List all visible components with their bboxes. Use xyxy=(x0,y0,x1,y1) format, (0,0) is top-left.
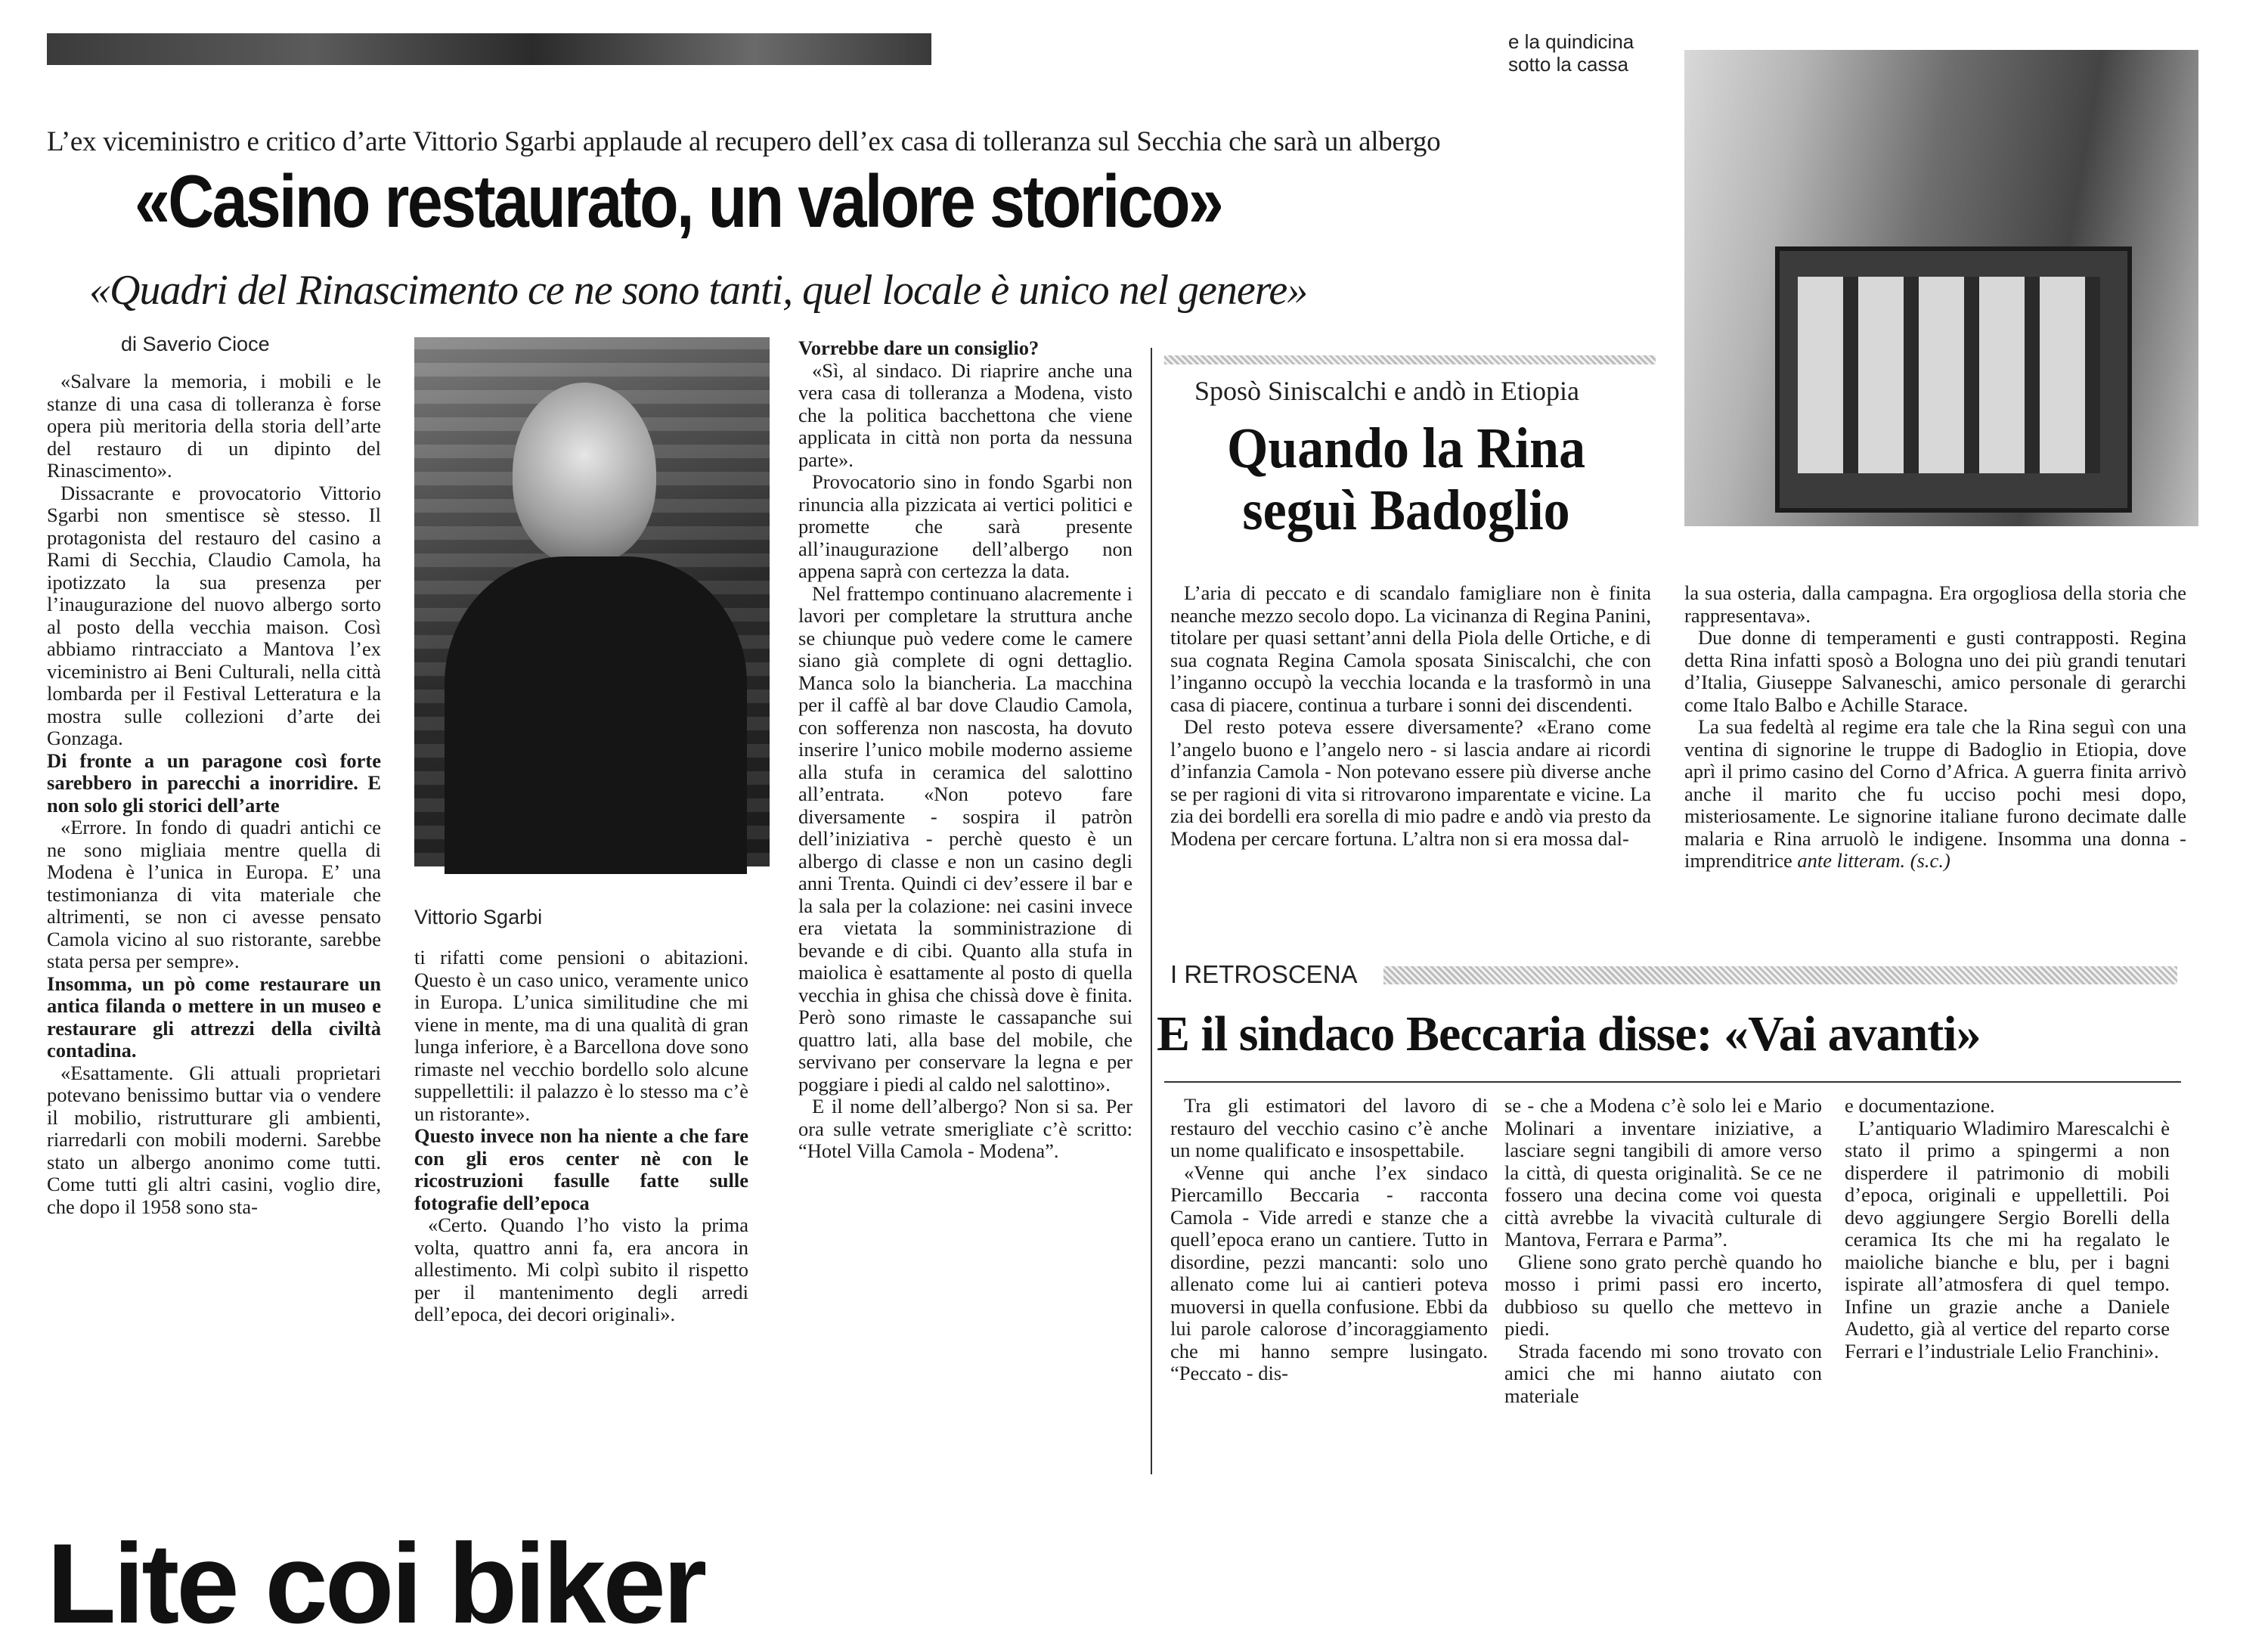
bottom-cropped-headline xyxy=(47,1505,1067,1647)
photo-face xyxy=(513,383,656,564)
col2-paragraph-2: «Certo. Quando l’ho visto la prima volta, quattro anni fa, era ancora in allestimento. Mi colpì subito il rispetto per il mantenimento degli arredi dell’epoca, dei decori originali». xyxy=(414,1214,748,1325)
retroscena-b-paragraph-3: Strada facendo mi sono trovato con amici che mi hanno aiutato con materiale xyxy=(1504,1339,1822,1407)
sidebar-kicker: Sposò Siniscalchi e andò in Etiopia xyxy=(1194,376,1579,406)
retroscena-column-b xyxy=(1504,1095,1822,1407)
sidebar-b-paragraph-2: Due donne di temperamenti e gusti contrapposti. Regina detta Rina infatti sposò a Bologna uno dei più grandi tenutari d’Italia, Giuseppe Salvaneschi, amico personale di gerarchi come Italo Balbo e Achille Starace. xyxy=(1684,626,2186,716)
ante-litteram: ante litteram. xyxy=(1797,849,1906,872)
photo-caption: Vittorio Sgarbi xyxy=(414,906,543,928)
retroscena-column-a xyxy=(1170,1095,1488,1385)
top-caption-line1: e la quindicina xyxy=(1508,30,1634,53)
sidebar-column-b xyxy=(1684,582,2186,873)
retroscena-hatch-bar xyxy=(1383,966,2177,984)
sidebar-a-paragraph-2: Del resto poteva essere diversamente? «Erano come l’angelo buono e l’angelo nero - si lascia andare ai ricordi d’infanzia Camola - Non potevano essere più diverse anche se per ragioni di vita si ritrovarono imparentate e vicine. La zia dei bordelli era sorella di mio padre e andò via presto da Modena per cercare fortuna. L’altra non si era mossa dal- xyxy=(1170,715,1651,850)
sidebar-headline-line1: Quando la Rina xyxy=(1226,417,1586,480)
col1-paragraph-3: «Errore. In fondo di quadri antichi ce ne sono migliaia mentre quella di Modena è l’unica in Europa. E’ una testimonianza di vita materiale che altrimenti, se non ci avesse pensato Camola vicino al suo ristorante, sarebbe stata persa per sempre». xyxy=(47,816,381,972)
byline: di Saverio Cioce xyxy=(121,333,270,355)
sidebar-headline xyxy=(1184,417,1629,541)
col3-paragraph-1: «Sì, al sindaco. Di riaprire anche una vera casa di tolleranza a Modena, visto che la politica bacchettona che viene applicata in città non porta da nessuna parte». xyxy=(798,358,1132,471)
sgarbi-photo xyxy=(414,337,770,866)
col2-question: Questo invece non ha niente a che fare con gli eros center nè con le ricostruzioni fasulle fatte sulle fotografie dell’epoca xyxy=(414,1124,748,1214)
signature: (s.c.) xyxy=(1910,849,1950,872)
col1-paragraph-2: Dissacrante e provocatorio Vittorio Sgarbi non smentisce sè stesso. Il protagonista del restauro del casino a Rami di Secchia, Claudio Camola, ha ipotizzato la sua presenza per l’inaugurazione del nuovo albergo sorto al posto della vecchia maison. Così abbiamo rintracciato a Mantova l’ex viceministro ai Beni Culturali, nella città lombarda per il Festival Letteratura e la mostra sulle collezioni d’arte dei Gonzaga. xyxy=(47,481,381,749)
col3-paragraph-2: Provocatorio sino in fondo Sgarbi non rinuncia alla pizzicata ai vertici politici e promette che sarà presente all’inaugurazione dell’albergo non appena saprà con certezza la data. xyxy=(798,470,1132,582)
article-kicker: L’ex viceministro e critico d’arte Vittorio Sgarbi applaude al recupero dell’ex casa di tolleranza sul Secchia che sarà un albergo xyxy=(47,126,1441,157)
main-column-3 xyxy=(798,337,1132,1163)
retroscena-b-paragraph-2: Gliene sono grato perchè quando ho mosso i primi passi ero incerto, dubbioso su quello che mettevo in piedi. xyxy=(1504,1250,1822,1340)
top-photo-strip xyxy=(47,33,931,65)
article-headline: «Casino restaurato, un valore storico» xyxy=(135,160,1222,243)
bottom-cropped-headline-text: Lite coi biker xyxy=(47,1520,705,1647)
retroscena-headline: E il sindaco Beccaria disse: «Vai avanti» xyxy=(1157,1006,1981,1062)
retroscena-column-c xyxy=(1845,1095,2170,1362)
retroscena-b-paragraph-1: se - che a Modena c’è solo lei e Mario Molinari a inventare iniziative, a lasciare segni tangibili di amore verso la città, di questa originalità. Se ce ne fossero una decina come voi questa città avrebbe la vivacità culturale di Mantova, Ferrara e Parma”. xyxy=(1504,1094,1822,1251)
article-subheadline: «Quadri del Rinascimento ce ne sono tanti, quel locale è unico nel genere» xyxy=(89,267,1308,314)
main-column-1 xyxy=(47,370,381,1218)
sidebar-a-paragraph-1: L’aria di peccato e di scandalo famigliare non è finita neanche mezzo secolo dopo. La vicinanza di Regina Panini, titolare per quasi settant’anni della Piola delle Ortiche, e di sua cognata Regina Camola sposata Siniscalchi, che con l’inganno occupò la vecchia locanda e la trasformò in una casa di piacere, continua a turbare i sonni dei discendenti. xyxy=(1170,581,1651,716)
col1-paragraph-4: «Esattamente. Gli attuali proprietari potevano benissimo buttar via o vendere il mobilio, ristrutturare gli ambienti, riarredarli con mobili moderni. Sarebbe stato un albergo anonimo come tutti. Come tutti gli altri casini, voglio dire, che dopo il 1958 sono sta- xyxy=(47,1061,381,1218)
sidebar-b-paragraph-1: la sua osteria, dalla campagna. Era orgogliosa della storia che rappresentava». xyxy=(1684,581,2186,627)
cabinet-photo xyxy=(1684,50,2198,526)
top-caption-line2: sotto la cassa xyxy=(1508,53,1628,76)
col3-question: Vorrebbe dare un consiglio? xyxy=(798,336,1040,359)
retroscena-c-paragraph-1: e documentazione. xyxy=(1845,1094,1995,1117)
cabinet-panels xyxy=(1798,277,2100,473)
col1-question-1: Di fronte a un paragone così forte sarebbero in parecchi a inorridire. E non solo gli storici dell’arte xyxy=(47,749,381,817)
col3-paragraph-4: E il nome dell’albergo? Non si sa. Per ora sulle vetrate smerigliate c’è scritto: “Hotel Villa Camola - Modena”. xyxy=(798,1095,1132,1162)
sidebar-headline-line2: seguì Badoglio xyxy=(1242,479,1570,542)
retroscena-a-paragraph-2: «Venne qui anche l’ex sindaco Piercamillo Beccaria - racconta Camola - Vide arredi e stanze che a quell’epoca erano un cantiere. Tutto in disordine, pezzi mancanti: solo uno allenato come lui ai cantieri poteva muoversi in quella confusione. Ebbi da lui parole calorose d’incoraggiamento che mi hanno sempre lusingato. “Peccato - dis- xyxy=(1170,1161,1488,1384)
retroscena-rule xyxy=(1164,1081,2181,1083)
sidebar-b-paragraph-3-text: La sua fedeltà al regime era tale che la Rina seguì con una ventina di signorine le truppe di Badoglio in Etiopia, dove aprì il primo casino del Corno d’Africa. A guerra finita arrivò anche il marito che fu ucciso pochi mesi dopo, misteriosamente. Le signorine italiane furono decimate dalle malaria e Rina arruolò le indigene. Insomma una donna - imprenditrice xyxy=(1684,715,2186,872)
top-photo-caption xyxy=(1508,30,1675,76)
col3-paragraph-3: Nel frattempo continuano alacremente i lavori per completare la struttura anche se chiunque può vedere come le camere siano già complete di ogni dettaglio. Manca solo la biancheria. La macchina per il caffè al bar dove Claudio Camola, con sofferenza non nascosta, ha dovuto inserire l’unico mobile moderno assieme alla stufa in ceramica del salottino all’entrata. «Non potevo fare diversamente - sospira il patròn dell’iniziativa - perchè questo è un albergo di classe e non un casino degli anni Trenta. Quindi ci dev’essere il bar e la sala per la colazione: nei casini invece era vietata la somministrazione di bevande e di cibi. Quanto alla stufa in maiolica è esattamente al posto di quella vecchia in ghisa che chissà dove è finita. Però sono rimaste le cassapanche sui quattro lati, alla base del mobile, che servivano per conservare la legna e per poggiare i piedi al caldo nel salottino». xyxy=(798,581,1132,1096)
main-column-2 xyxy=(414,947,748,1326)
sidebar-top-rule xyxy=(1164,355,1656,364)
col1-question-2: Insomma, un pò come restaurare un antica filanda o mettere in un museo e restaurare gli attrezzi della civiltà contadina. xyxy=(47,972,381,1062)
sidebar-column-a xyxy=(1170,582,1651,850)
sidebar-b-paragraph-3 xyxy=(1684,716,2186,873)
retroscena-section-label: I RETROSCENA xyxy=(1170,960,1358,988)
col2-paragraph-1: ti rifatti come pensioni o abitazioni. Questo è un caso unico, veramente unico in Europa. L’unica similitudine che mi viene in mente, ma di una qualità di gran lunga inferiore, è a Barcellona dove sono rimaste nel vecchio bordello solo alcune suppellettili: il palazzo è lo stesso ma c’è un ristorante». xyxy=(414,946,748,1125)
photo-suit xyxy=(445,556,747,874)
column-rule xyxy=(1151,348,1152,1474)
retroscena-a-paragraph-1: Tra gli estimatori del lavoro di restauro del vecchio casino c’è anche un nome qualificato e insospettabile. xyxy=(1170,1094,1488,1161)
col1-paragraph-1: «Salvare la memoria, i mobili e le stanze di una casa di tolleranza è forse opera più meritoria della storia dell’arte del restauro di un dipinto del Rinascimento». xyxy=(47,370,381,482)
retroscena-c-paragraph-2: L’antiquario Wladimiro Marescalchi è stato il primo a spingermi a non disperdere il patrimonio di mobili d’epoca, originali e uppellettili. Poi devo aggiungere Sergio Borelli della ceramica Its che mi ha regalato le maioliche bianche e blu, per i bagni ispirate all’atmosfera di quel tempo. Infine un grazie anche a Daniele Audetto, già al vertice del reparto corse Ferrari e l’industriale Lelio Franchini». xyxy=(1845,1116,2170,1362)
